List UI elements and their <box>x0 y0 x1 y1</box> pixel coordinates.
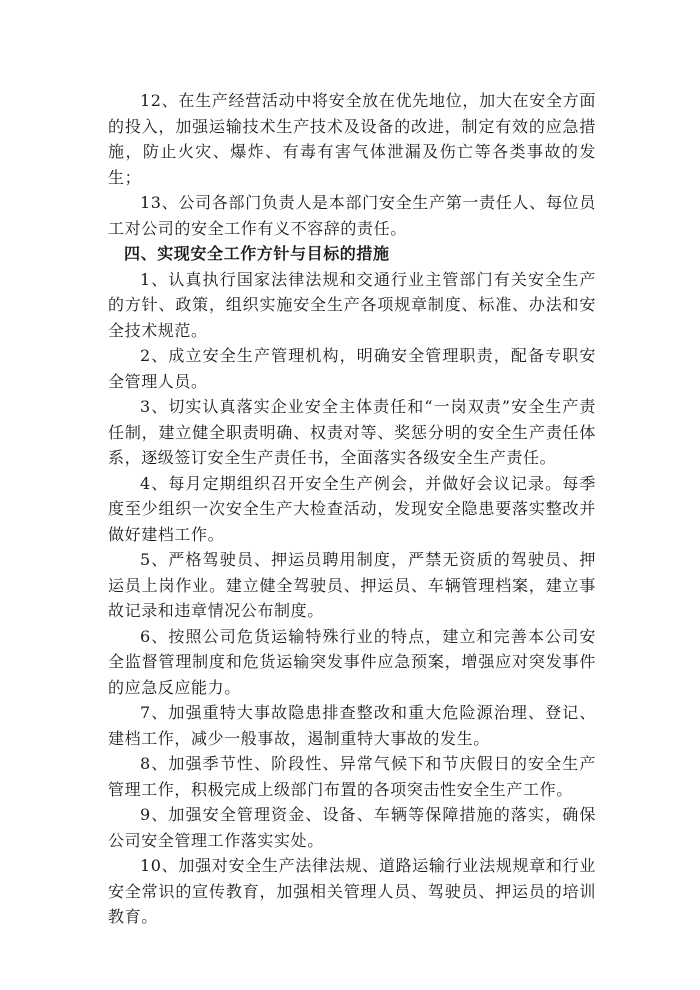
paragraph-item-13: 13、公司各部门负责人是本部门安全生产第一责任人、每位员工对公司的安全工作有义不容辞的责任。 <box>108 193 596 238</box>
measure-item-5: 5、严格驾驶员、押运员聘用制度，严禁无资质的驾驶员、押运员上岗作业。建立健全驾驶员、押运员、车辆管理档案，建立事故记录和违章情况公布制度。 <box>108 550 596 620</box>
measure-item-8: 8、加强季节性、阶段性、异常气候下和节庆假日的安全生产管理工作，积极完成上级部门布置的各项突击性安全生产工作。 <box>108 754 596 799</box>
document-body <box>108 88 596 930</box>
paragraph-item-12: 12、在生产经营活动中将安全放在优先地位，加大在安全方面的投入，加强运输技术生产技术及设备的改进，制定有效的应急措施，防止火灾、爆炸、有毒有害气体泄漏及伤亡等各类事故的发生； <box>108 91 596 187</box>
measure-item-2: 2、成立安全生产管理机构，明确安全管理职责，配备专职安全管理人员。 <box>108 346 596 391</box>
measure-item-1: 1、认真执行国家法律法规和交通行业主管部门有关安全生产的方针、政策，组织实施安全生产各项规章制度、标准、办法和安全技术规范。 <box>108 269 596 340</box>
measure-item-4: 4、每月定期组织召开安全生产例会，并做好会议记录。每季度至少组织一次安全生产大检查活动，发现安全隐患要落实整改并做好建档工作。 <box>108 473 596 544</box>
measure-item-10: 10、加强对安全生产法律法规、道路运输行业法规规章和行业安全常识的宣传教育，加强相关管理人员、驾驶员、押运员的培训教育。 <box>108 856 596 926</box>
measure-item-3: 3、切实认真落实企业安全主体责任和“一岗双责”安全生产责任制，建立健全职责明确、权责对等、奖惩分明的安全生产责任体系，逐级签订安全生产责任书，全面落实各级安全生产责任。 <box>108 397 596 467</box>
measure-item-9: 9、加强安全管理资金、设备、车辆等保障措施的落实，确保公司安全管理工作落实实处。 <box>108 805 596 850</box>
measure-item-7: 7、加强重特大事故隐患排查整改和重大危险源治理、登记、建档工作，减少一般事故，遏制重特大事故的发生。 <box>108 703 596 748</box>
section-heading: 四、实现安全工作方针与目标的措施 <box>124 244 390 263</box>
measure-item-6: 6、按照公司危货运输特殊行业的特点，建立和完善本公司安全监督管理制度和危货运输突发事件应急预案，增强应对突发事件的应急反应能力。 <box>108 626 596 697</box>
